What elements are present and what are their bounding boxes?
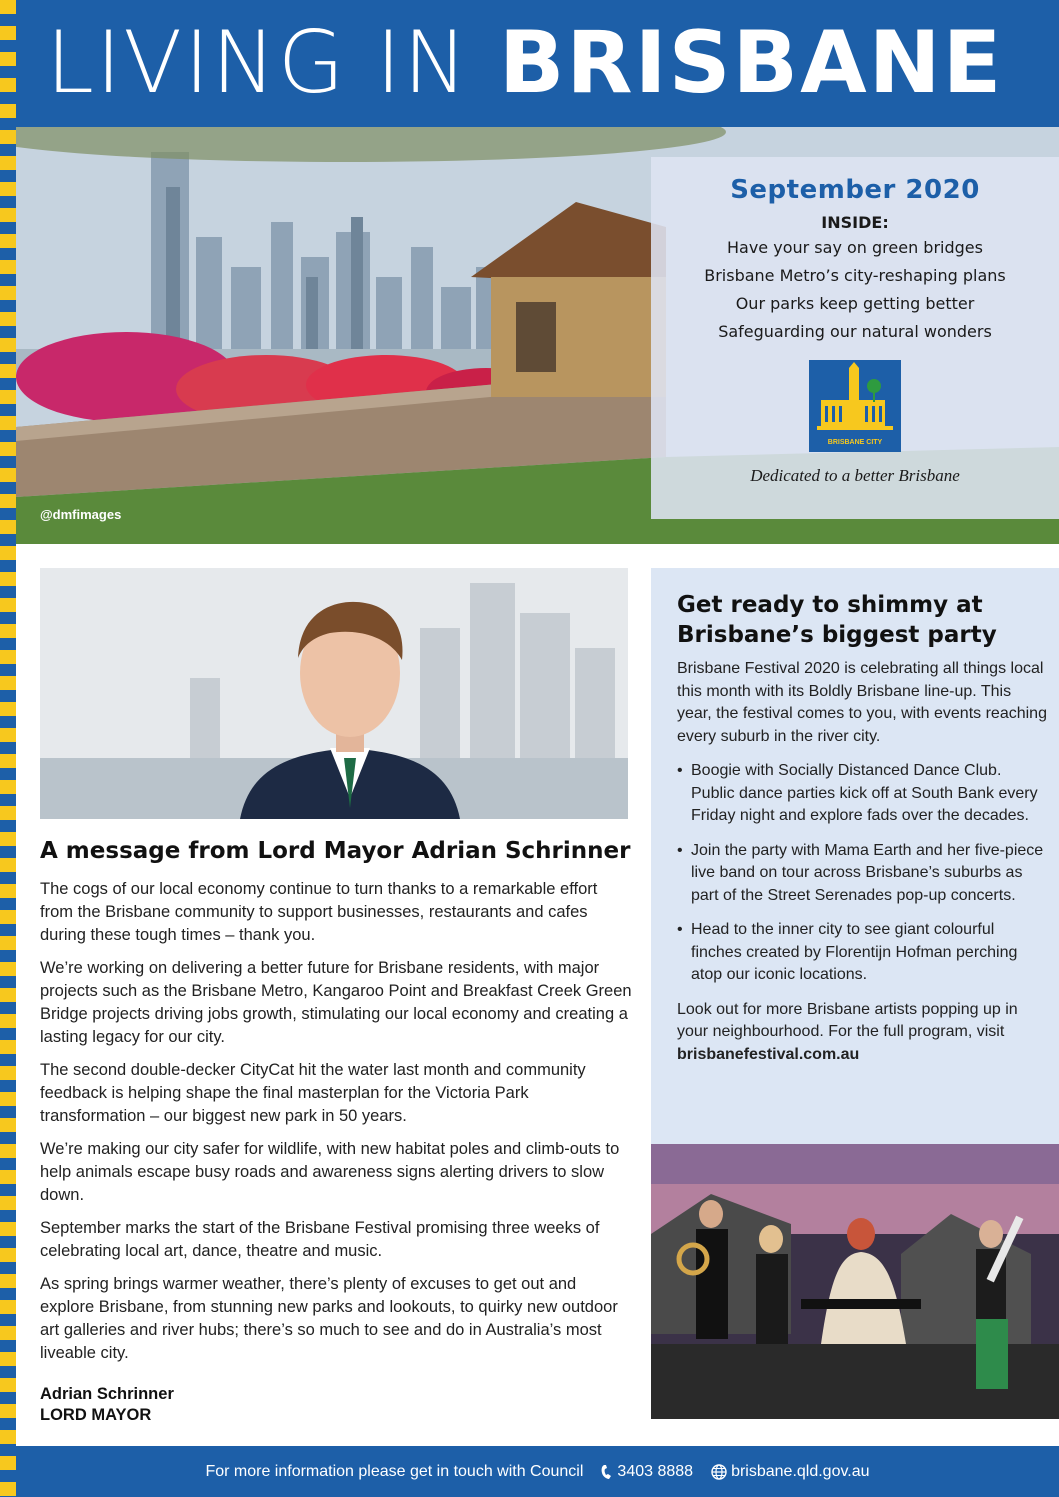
signoff <box>40 1384 174 1426</box>
festival-outro-text: Look out for more Brisbane artists popping up in your neighbourhood. For the full program, visit <box>677 1000 1018 1040</box>
masthead-title-light: LIVING IN <box>46 13 470 113</box>
globe-icon <box>711 1464 727 1480</box>
signoff-name: Adrian Schrinner <box>40 1385 174 1403</box>
lord-mayor-portrait <box>40 568 628 819</box>
festival-intro: Brisbane Festival 2020 is celebrating all things local this month with its Boldly Brisbane line-up. This year, the festival comes to you, with events reaching every suburb in the river city. <box>677 660 1047 745</box>
inside-contents-box <box>651 157 1059 519</box>
photo-credit: @dmfimages <box>40 507 122 522</box>
inside-item: Have your say on green bridges <box>727 238 983 257</box>
bullet: • <box>677 921 683 938</box>
festival-panel <box>651 568 1059 1144</box>
list-item-text: Boogie with Socially Distanced Dance Club. Public dance parties kick off at South Bank every Friday night and explore fads over the decades. <box>691 762 1038 824</box>
body-paragraph: September marks the start of the Brisbane Festival promising three weeks of celebrating local art, dance, theatre and music. <box>40 1219 600 1260</box>
festival-outro <box>677 999 1049 1067</box>
festival-band-photo <box>651 1144 1059 1419</box>
mayor-message-body <box>40 878 632 1375</box>
inside-list <box>651 234 1059 346</box>
bullet: • <box>677 841 683 859</box>
portrait-illustration <box>40 568 628 819</box>
body-paragraph: As spring brings warmer weather, there’s plenty of excuses to get out and explore Brisbane, from stunning new parks and lookouts, to quirky new outdoor art galleries and river hubs; there’s so much to see and do in Australia’s most liveable city. <box>40 1275 618 1362</box>
inside-item: Brisbane Metro’s city-reshaping plans <box>704 266 1006 285</box>
footer-phone[interactable]: 3403 8888 <box>617 1462 694 1480</box>
footer-text: For more information please get in touch with Council <box>205 1462 584 1480</box>
list-item-text: Head to the inner city to see giant colourful finches created by Florentijn Hofman perching atop our iconic locations. <box>691 921 1018 983</box>
band-illustration <box>651 1144 1059 1419</box>
body-paragraph: The cogs of our local economy continue to turn thanks to a remarkable effort from the Brisbane community to support businesses, restaurants and cafes during these tough times – thank you. <box>40 880 598 944</box>
logo-caption: BRISBANE CITY <box>827 439 883 446</box>
phone-icon <box>601 1464 613 1480</box>
tagline: Dedicated to a better Brisbane <box>750 466 960 485</box>
festival-heading: Get ready to shimmy at Brisbane’s biggest party <box>677 592 997 648</box>
list-item <box>677 840 1049 908</box>
left-decorative-stripe <box>0 0 16 1497</box>
footer <box>16 1446 1059 1497</box>
inside-item: Our parks keep getting better <box>735 294 975 313</box>
masthead-title <box>46 8 1003 118</box>
inside-item: Safeguarding our natural wonders <box>718 322 992 341</box>
list-item <box>677 919 1049 987</box>
bullet: • <box>677 762 683 779</box>
list-item-text: Join the party with Mama Earth and her five-piece live band on tour across Brisbane’s suburbs as part of the Street Serenades pop-up concerts. <box>691 841 1044 904</box>
body-paragraph: The second double-decker CityCat hit the water last month and community feedback is helping shape the final masterplan for the Victoria Park transformation – our biggest new park in 50 years. <box>40 1061 586 1125</box>
masthead-title-bold: BRISBANE <box>498 13 1004 113</box>
signoff-title: LORD MAYOR <box>40 1406 152 1424</box>
body-paragraph: We’re working on delivering a better future for Brisbane residents, with major projects such as the Brisbane Metro, Kangaroo Point and Breakfast Creek Green Bridge projects driving jobs growth, stimulating our local economy and creating a lasting legacy for our city. <box>40 959 632 1046</box>
brisbane-city-logo <box>809 360 901 452</box>
body-paragraph: We’re making our city safer for wildlife, with new habitat poles and climb-outs to help animals escape busy roads and awareness signs alerting drivers to slow down. <box>40 1140 620 1204</box>
inside-label: INSIDE: <box>821 213 889 232</box>
footer-contact-row <box>16 1446 1059 1497</box>
list-item <box>677 760 1049 828</box>
festival-list <box>677 760 1049 987</box>
festival-website-link[interactable]: brisbanefestival.com.au <box>677 1045 860 1063</box>
festival-body <box>677 658 1049 1078</box>
mayor-message-heading: A message from Lord Mayor Adrian Schrinner <box>40 838 631 864</box>
footer-website[interactable]: brisbane.qld.gov.au <box>731 1462 870 1480</box>
masthead <box>16 0 1059 127</box>
issue-date: September 2020 <box>730 175 980 205</box>
